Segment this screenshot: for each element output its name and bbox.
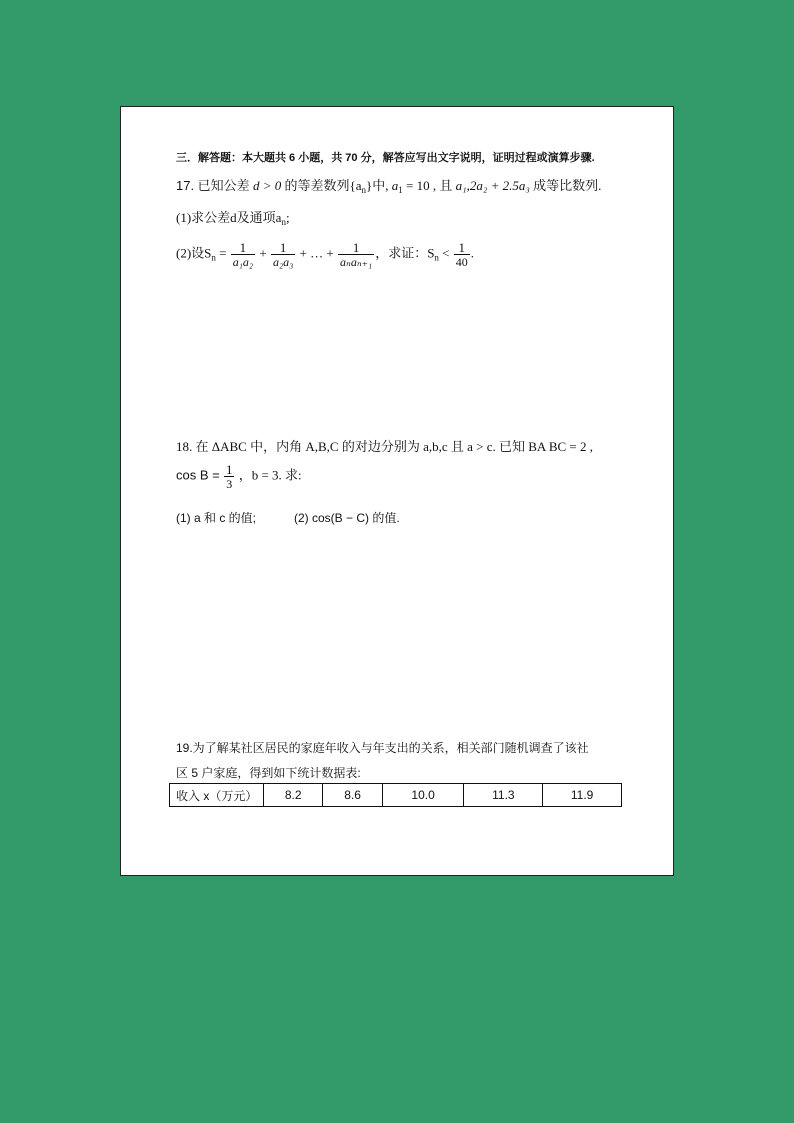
q17-prove: ，求证：S [375,245,435,261]
q18-cos-line [176,463,302,490]
table-cell: 10.0 [382,784,464,807]
income-table [169,783,622,807]
q17-part1-text: 求公差d及通项a [191,210,282,225]
q17-seq: a₁,2a₂ + 2.5a₃ [455,178,530,193]
q17-stem-end: 成等比数列. [533,178,602,193]
q17-part1 [176,207,290,227]
q17-ellipsis: + … + [296,245,337,261]
q17-plus: + [256,245,270,261]
section-heading: 三．解答题：本大题共 6 小题，共 70 分，解答应写出文字说明，证明过程或演算步骤. [176,152,595,164]
q18-cos-prefix: cos B = [176,467,220,483]
q17-sub-n: n [361,185,366,195]
q18-part1: (1) a 和 c 的值; [176,511,257,525]
table-row [170,784,622,807]
q18-cos-frac: $\frac{1}{3}$ [225,462,233,491]
q19-line1: 19.为了解某社区居民的家庭年收入与年支出的关系，相关部门随机调查了该社 [176,741,589,755]
q17-part2-num: (2) [176,245,192,261]
q17-frac4: $\frac{1}{40}$ [455,240,468,269]
q17-part2-eq: = [215,245,230,261]
q17-a1-val: = 10 , 且 [402,178,456,193]
q18-part2: (2) cos(B − C) 的值. [294,511,400,525]
q18-stem: 18. 在 ΔABC 中，内角 A,B,C 的对边分别为 a,b,c 且 a > c. 已知 BA BC = 2 , [176,439,593,454]
q17-stem-prefix: 17. 已知公差 [176,178,250,193]
table-cell: 11.9 [543,784,622,807]
q17-part1-sub: n [281,217,286,227]
exam-page [120,106,674,876]
q18-cos-suffix: ，b = 3. 求: [238,467,302,483]
table-cell: 8.6 [323,784,382,807]
q17-a1: a [391,178,399,193]
q17-part2-sub: n [211,252,216,263]
q17-prove-sub: n [434,252,439,263]
q17-frac3: $\frac{1}{\text{aₙaₙ₊₁}}$ [339,240,373,269]
q17-part1-end: ; [285,210,290,225]
q17-frac2: $\frac{1}{\text{a₂a₃}}$ [272,240,294,269]
q17-stem-mid2: }中, [365,178,389,193]
q17-condition: d > 0 [252,178,282,193]
table-head-income: 收入 x（万元） [170,784,264,807]
q19-line2: 区 5 户家庭，得到如下统计数据表: [176,766,361,780]
q17-period: . [470,245,475,261]
q17-stem [176,175,601,195]
q17-a1-sub: 1 [398,185,403,195]
q17-frac1: $\frac{1}{\text{a₁a₂}}$ [232,240,254,269]
q17-part1-num: (1) [176,210,192,225]
q17-part2-prefix: 设S [191,245,212,261]
q17-lt: < [438,245,453,261]
table-cell: 8.2 [264,784,323,807]
q17-stem-mid: 的等差数列{a [284,178,362,193]
q17-part2 [176,241,474,268]
table-cell: 11.3 [464,784,543,807]
